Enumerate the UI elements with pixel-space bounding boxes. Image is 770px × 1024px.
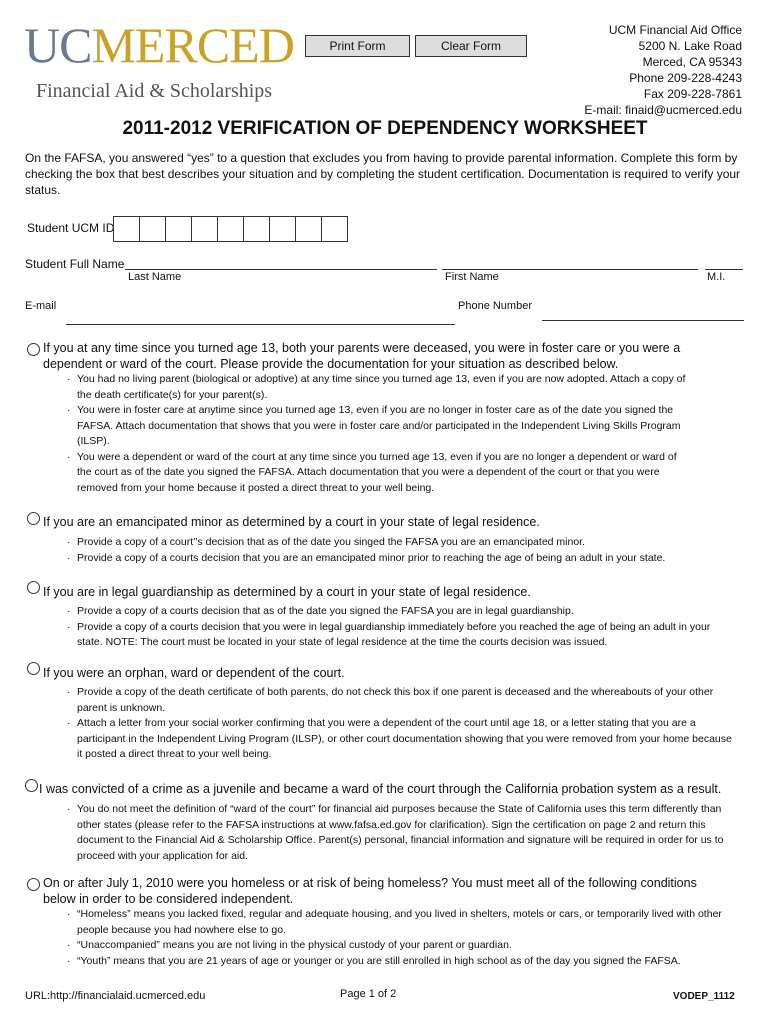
bullet-item: · “Youth” means that you are 21 years of age or younger or you are still enrolled in high school as of the day you signed the FAFSA. [67,954,732,970]
office-address [584,22,742,118]
section-bullets [67,604,727,651]
section-bullets [67,535,747,566]
logo-subtitle: Financial Aid & Scholarships [36,80,273,102]
option-radio-emancipated[interactable] [27,512,40,525]
last-name-input[interactable] [125,269,437,270]
bullet-item: · You had no living parent (biological or adoptive) at any time since you turned age 13, even if you are now adopted. Attach a copy of the death certificate(s) for your parent(s). [67,372,687,403]
student-id-input[interactable] [113,216,348,242]
bullet-item: · You were in foster care at anytime since you turned age 13, even if you are no longer in foster care as of the date you signed the FAFSA. Attach documentation that shows that you were in foster care and/or participated in the Independent Living Skills Program (ILSP). [67,403,687,450]
page-number: Page 1 of 2 [340,988,397,1000]
address-line: Fax 209-228-7861 [643,87,742,101]
footer-url: URL:http://financialaid.ucmerced.edu [25,990,206,1002]
option-radio-homeless[interactable] [27,878,40,891]
section-bullets [67,685,732,763]
bullet-item: · You do not meet the definition of “ward of the court” for financial aid purposes because the State of California uses this term differently than other states (please refer to the FAFSA instructions at www.fafsa.ed.gov for clarification). Sign the certification on page 2 and return this document to the Financial Aid & Scholarship Office. Parent(s) personal, financial information and signature will be required in order for us to proceed with your application for aid. [67,802,747,864]
bullet-item: · Provide a copy of a court’’s decision that as of the date you singed the FAFSA you are an emancipated minor. [67,535,747,551]
section-bullets [67,907,732,969]
print-form-button[interactable]: Print Form [305,35,410,57]
section-title: If you are an emancipated minor as determined by a court in your state of legal residence. [43,515,540,529]
student-id-label: Student UCM ID [27,221,115,235]
bullet-item: · Provide a copy of the death certificate of both parents, do not check this box if one parent is deceased and the whereabouts of your other parent is unknown. [67,685,732,716]
bullet-item: · Attach a letter from your social worker confirming that you were a dependent of the court until age 18, or a letter stating that you are a participant in the Independent Living Program (ILSP), or other court documentation showing that you were removed from your home because it posted a direct threat to your well being. [67,716,732,763]
section-title: I was convicted of a crime as a juvenile and became a ward of the court through the California probation system as a result. [39,782,722,796]
bullet-item: · Provide a copy of a courts decision that as of the date you signed the FAFSA you are in legal guardianship. [67,604,727,620]
section-bullets [67,802,747,864]
last-name-caption: Last Name [128,271,182,283]
clear-form-button[interactable]: Clear Form [415,35,527,57]
email-input[interactable] [66,324,455,325]
section-title: On or after July 1, 2010 were you homeless or at risk of being homeless? You must meet all of the following conditions below in order to be considered independent. [43,876,697,906]
bullet-item: · Provide a copy of a courts decision that you were in legal guardianship immediately before you reached the age of being an adult in your state. NOTE: The court must be located in your state of legal residence at the time the courts decision was issued. [67,620,727,651]
email-label: E-mail [25,300,57,312]
option-radio-guardianship[interactable] [27,581,40,594]
address-line: Phone 209-228-4243 [629,71,742,85]
first-name-input[interactable] [442,269,698,270]
intro-text: On the FAFSA, you answered “yes” to a question that excludes you from having to provide parental information. Complete this form by checking the box that best describes your situation and by completing the student certification. Documentation is required to verify your status. [25,151,741,197]
bullet-item: · “Homeless” means you lacked fixed, regular and adequate housing, and you lived in shelters, motels or cars, or temporarily lived with other people because you had nowhere else to go. [67,907,732,938]
full-name-label: Student Full Name [25,257,125,271]
bullet-item: · “Unaccompanied” means you are not living in the physical custody of your parent or guardian. [67,938,732,954]
first-name-caption: First Name [445,271,499,283]
option-radio-juvenile-ward[interactable] [25,779,38,792]
address-line: UCM Financial Aid Office [608,23,742,37]
mi-caption: M.I. [707,271,726,283]
bullet-item: · Provide a copy of a courts decision that you are an emancipated minor prior to reaching the age of being an adult in your state. [67,551,747,567]
section-title: If you are in legal guardianship as determined by a court in your state of legal residence. [43,585,531,599]
phone-label: Phone Number [458,300,532,312]
address-line: E-mail: finaid@ucmerced.edu [584,103,742,117]
option-radio-deceased-foster[interactable] [27,343,40,356]
address-line: Merced, CA 95343 [642,55,742,69]
mi-input[interactable] [705,269,743,270]
ucmerced-logo: UCMERCED [24,17,294,73]
section-title: If you were an orphan, ward or dependent of the court. [43,666,345,680]
bullet-item: · You were a dependent or ward of the court at any time since you turned age 13, even if you are no longer a dependent or ward of the court as of the date you signed the FAFSA. Attach documentation that you were a dependent of the court or that you were removed from your home because it posted a direct threat to your well being. [67,450,687,497]
form-code: VODEP_1112 [673,991,735,1002]
phone-input[interactable] [542,320,744,321]
section-bullets [67,372,687,496]
page-title: 2011-2012 VERIFICATION OF DEPENDENCY WORKSHEET [122,118,648,139]
option-radio-orphan[interactable] [27,662,40,675]
address-line: 5200 N. Lake Road [638,39,742,53]
section-title: If you at any time since you turned age 13, both your parents were deceased, you were in foster care or you were a dependent or ward of the court. Please provide the documentation for your situation as described below. [43,341,681,371]
